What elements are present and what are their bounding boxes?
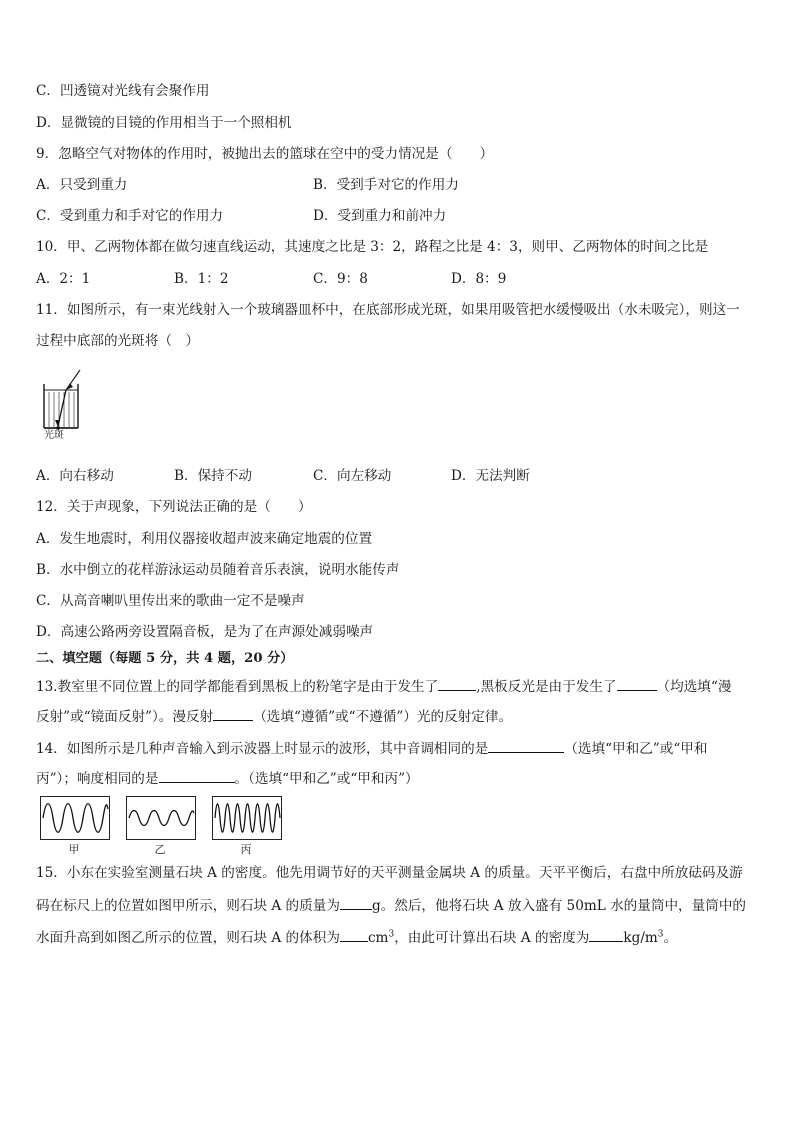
- q12-option-a: A．发生地震时，利用仪器接收超声波来确定地震的位置: [36, 531, 373, 547]
- q15-text-3c: ，由此可计算出石块 A 的密度为: [394, 930, 590, 946]
- q9-option-a: A．只受到重力: [36, 177, 128, 193]
- q13-blank-3[interactable]: [213, 706, 253, 721]
- q15-blank-volume[interactable]: [340, 927, 368, 942]
- q12-option-c: C．从高音喇叭里传出来的歌曲一定不是噪声: [36, 593, 305, 609]
- q15-text-2a: 码在标尺上的位置如图甲所示，则石块 A 的质量为: [36, 898, 340, 914]
- q8-option-c: C．凹透镜对光线有会聚作用: [36, 83, 210, 99]
- q9-option-c: C．受到重力和手对它的作用力: [36, 208, 224, 224]
- q13-line-1: [36, 676, 731, 696]
- waveform-jia: [40, 796, 110, 840]
- q14-line-2: [36, 768, 419, 788]
- q10-option-d: D．8：9: [451, 271, 507, 287]
- q15-line-1: 15．小东在实验室测量石块 A 的密度。他先用调节好的天平测量金属块 A 的质量。天平平衡后，右盘中所放砝码及游: [36, 865, 743, 881]
- q11-option-b: B．保持不动: [174, 468, 252, 484]
- q15-text-3a: 水面升高到如图乙所示的位置，则石块 A 的体积为: [36, 930, 340, 946]
- q15-text-3e: 。: [663, 930, 678, 946]
- q14-text-2: （选填“甲和乙”或“甲和: [564, 741, 708, 757]
- q15-unit-cm-exp: 3: [388, 929, 395, 940]
- q14-line-1: [36, 738, 708, 758]
- waveform-bing: [212, 796, 282, 840]
- section-heading-fill-in: 二、填空题（每题 5 分，共 4 题，20 分）: [36, 651, 294, 666]
- q14-blank-2[interactable]: [159, 768, 235, 783]
- waveform-yi: [126, 796, 196, 840]
- waveform-label-bing: 丙: [240, 843, 252, 856]
- q12-option-d: D．高速公路两旁设置隔音板，是为了在声源处减弱噪声: [36, 624, 374, 640]
- q15-unit-kgm-exp: 3: [657, 929, 664, 940]
- q10-option-c: C．9：8: [313, 271, 368, 287]
- q13-blank-1[interactable]: [438, 676, 476, 691]
- q11-option-d: D．无法判断: [451, 468, 530, 484]
- light-spot-label: 光斑: [44, 430, 64, 441]
- q14-text-4: 。（选填“甲和乙”或“甲和丙”）: [234, 771, 419, 787]
- ray-arrow-icon: [66, 383, 73, 390]
- q11-option-c: C．向左移动: [313, 468, 392, 484]
- q13-text-2: ,黑板反光是由于发生了: [476, 679, 617, 695]
- q13-text-5: （选填“遵循”或“不遵循”）光的反射定律。: [253, 709, 513, 725]
- q13-text-3: （均选填“漫: [656, 679, 732, 695]
- q11-option-a: A．向右移动: [36, 468, 114, 484]
- q10-stem: 10．甲、乙两物体都在做匀速直线运动，其速度之比是 3：2，路程之比是 4：3，则甲、乙两物体的时间之比是: [36, 239, 709, 255]
- q11-stem-line-1: 11．如图所示，有一束光线射入一个玻璃器皿杯中，在底部形成光斑，如果用吸管把水缓慢吸出（水未吸完），则这一: [36, 302, 740, 318]
- q14-text-3: 丙”）；响度相同的是: [36, 771, 159, 787]
- q13-text-1: 13.教室里不同位置上的同学都能看到黑板上的粉笔字是由于发生了: [36, 679, 439, 695]
- glass-beaker-figure: [40, 368, 86, 444]
- q14-blank-1[interactable]: [488, 738, 564, 753]
- waveform-yi-plot: [127, 797, 195, 839]
- q15-unit-cm: cm: [367, 930, 389, 946]
- q12-stem: 12．关于声现象，下列说法正确的是（ ）: [36, 499, 312, 515]
- q10-option-b: B．1：2: [174, 271, 229, 287]
- waveform-bing-plot: [213, 797, 281, 839]
- q13-text-4: 反射”或“镜面反射”）。漫反射: [36, 709, 214, 725]
- waveform-jia-plot: [41, 797, 109, 839]
- q13-line-2: [36, 706, 512, 726]
- waveform-label-yi: 乙: [154, 843, 166, 856]
- q15-line-3: [36, 927, 677, 947]
- q14-text-1: 14．如图所示是几种声音输入到示波器上时显示的波形，其中音调相同的是: [36, 741, 489, 757]
- q11-stem-line-2: 过程中底部的光斑将（ ）: [36, 333, 200, 349]
- waveform-label-jia: 甲: [68, 843, 80, 856]
- q15-blank-density[interactable]: [589, 927, 623, 942]
- q15-unit-kgm: kg/m: [623, 930, 658, 946]
- q13-blank-2[interactable]: [617, 676, 657, 691]
- q15-line-2: [36, 895, 746, 915]
- q15-text-2b: g。然后，他将石块 A 放入盛有 50mL 水的量筒中，量筒中的: [371, 898, 747, 914]
- q12-option-b: B．水中倒立的花样游泳运动员随着音乐表演，说明水能传声: [36, 562, 400, 578]
- q9-option-b: B．受到手对它的作用力: [313, 177, 459, 193]
- q15-blank-mass[interactable]: [340, 895, 372, 910]
- q9-option-d: D．受到重力和前冲力: [313, 208, 447, 224]
- q8-option-d: D．显微镜的目镜的作用相当于一个照相机: [36, 115, 292, 131]
- q10-option-a: A．2：1: [36, 271, 91, 287]
- q9-stem: 9．忽略空气对物体的作用时，被抛出去的篮球在空中的受力情况是（ ）: [36, 146, 494, 162]
